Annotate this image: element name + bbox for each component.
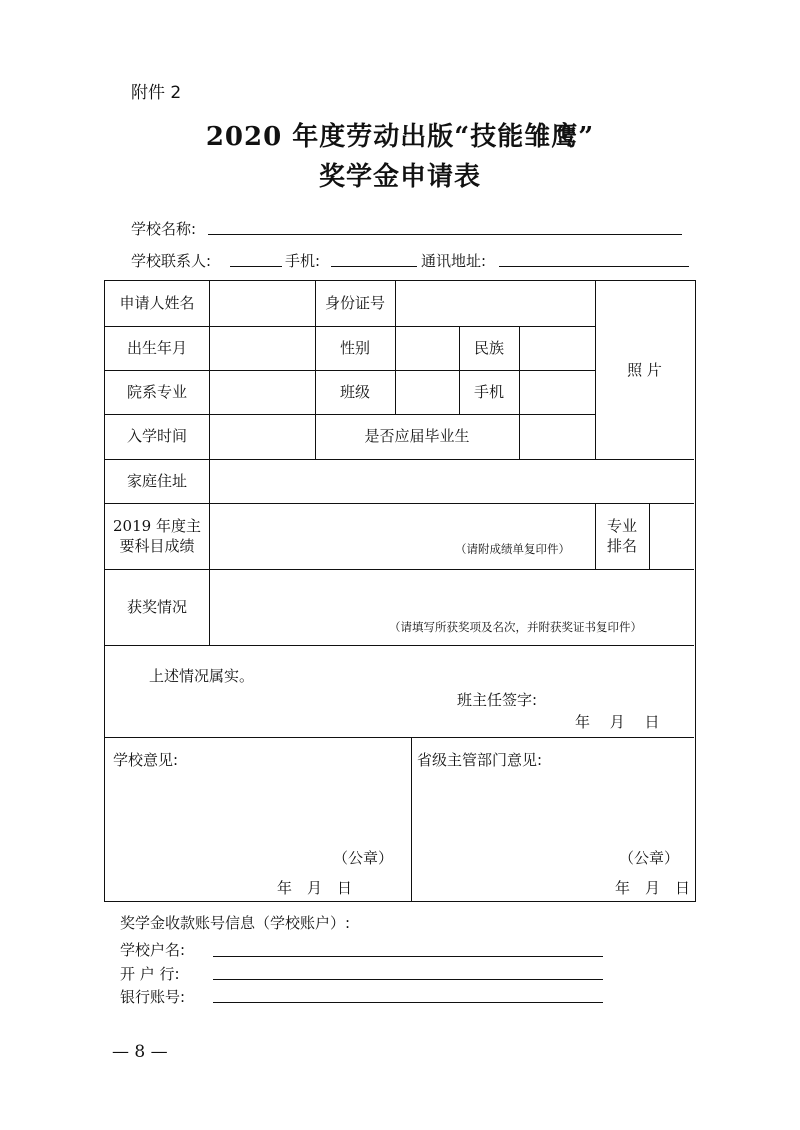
grades-note: （请附成绩单复印件） (455, 542, 570, 556)
account-name-label: 学校户名: (120, 941, 186, 959)
phone-label: 手机: (285, 252, 321, 270)
province-seal: （公章） (619, 849, 680, 867)
address-label: 通讯地址: (421, 252, 487, 270)
enroll-time-input[interactable] (209, 414, 315, 459)
grid-line (411, 737, 412, 901)
department-major-input[interactable] (209, 370, 315, 414)
province-opinion-label[interactable]: 省级主管部门意见: (417, 751, 543, 769)
awards-note: （请填写所获奖项及名次，并附获奖证书复印件） (389, 620, 642, 634)
gender-input[interactable] (395, 326, 459, 370)
school-seal: （公章） (333, 849, 394, 867)
class-input[interactable] (395, 370, 459, 414)
account-info-heading: 奖学金收款账号信息（学校账户）: (120, 914, 351, 932)
class-label: 班级 (339, 382, 370, 401)
mobile-label: 手机 (473, 382, 504, 401)
birth-input[interactable] (209, 326, 315, 370)
grades-label: 2019 年度主要科目成绩 (113, 516, 201, 555)
form-subtitle: 奖学金申请表 (318, 162, 481, 192)
enroll-time-label: 入学时间 (126, 427, 187, 446)
account-name-field[interactable] (213, 956, 603, 957)
form-title: 2020 年度劳动出版“技能雏鹰” (205, 122, 595, 152)
applicant-name-input[interactable] (209, 281, 315, 326)
photo-box[interactable]: 照 片 (627, 360, 662, 379)
id-number-label: 身份证号 (324, 294, 385, 313)
home-address-input[interactable] (209, 459, 694, 503)
school-opinion-label[interactable]: 学校意见: (113, 751, 179, 769)
department-major-label: 院系专业 (126, 382, 187, 401)
is-graduate-label: 是否应届毕业生 (364, 427, 470, 446)
bank-label: 开 户 行: (120, 965, 180, 983)
application-form (104, 280, 696, 902)
teacher-sign-date: 年 月 日 (575, 713, 660, 731)
major-rank-input[interactable] (649, 503, 694, 569)
is-graduate-input[interactable] (519, 414, 595, 459)
teacher-sign-label[interactable]: 班主任签字: (457, 691, 538, 709)
ethnicity-input[interactable] (519, 326, 595, 370)
page-number: — 8 — (112, 1042, 168, 1062)
birth-label: 出生年月 (126, 338, 187, 357)
school-name-field[interactable] (208, 234, 682, 235)
school-opinion-date: 年 月 日 (277, 879, 353, 897)
gender-label: 性别 (339, 338, 370, 357)
grades-input[interactable] (209, 503, 595, 569)
applicant-name-label: 申请人姓名 (119, 294, 195, 313)
province-opinion-date: 年 月 日 (615, 879, 691, 897)
grid-line (105, 645, 694, 646)
school-name-label: 学校名称: (131, 220, 197, 238)
ethnicity-label: 民族 (473, 338, 504, 357)
home-address-label: 家庭住址 (126, 471, 187, 490)
account-no-field[interactable] (213, 1002, 603, 1003)
account-no-label: 银行账号: (120, 988, 186, 1006)
bank-field[interactable] (213, 979, 603, 980)
contact-label: 学校联系人: (131, 252, 212, 270)
statement-text: 上述情况属实。 (149, 667, 255, 685)
major-rank-label: 专业排名 (606, 516, 637, 555)
mobile-input[interactable] (519, 370, 595, 414)
grid-line (105, 737, 694, 738)
awards-label: 获奖情况 (126, 597, 187, 616)
address-field[interactable] (499, 266, 689, 267)
id-number-input[interactable] (395, 281, 595, 326)
attachment-label: 附件 2 (131, 83, 182, 103)
phone-field[interactable] (331, 266, 417, 267)
contact-field[interactable] (230, 266, 282, 267)
